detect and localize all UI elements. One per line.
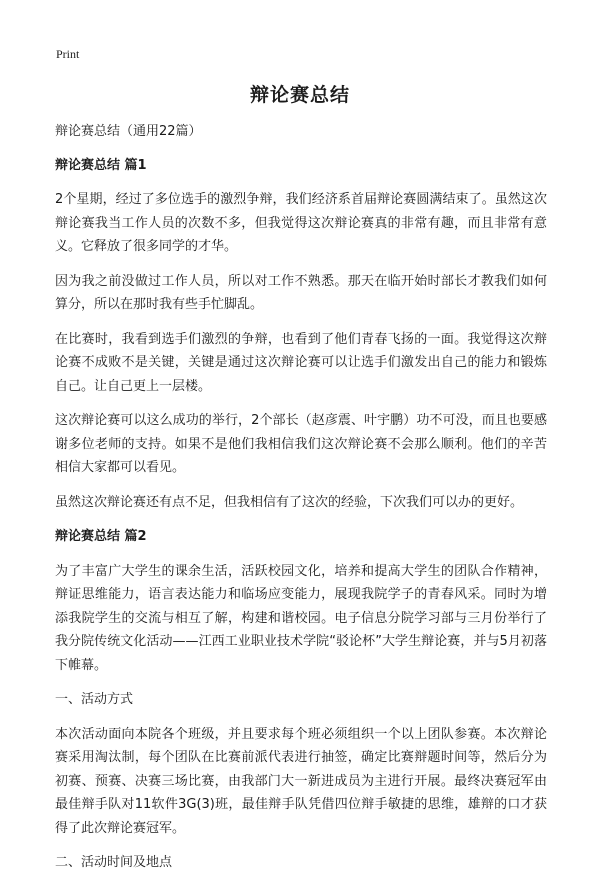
- article-1-paragraph-5: 虽然这次辩论赛还有点不足，但我相信有了这次的经验，下次我们可以办的更好。: [55, 494, 524, 510]
- article-1-paragraph-1: 2个星期，经过了多位选手的激烈争辩，我们经济系首届辩论赛圆满结束了。虽然这次辩论赛我当工作人员的次数不多，但我觉得这次辩论赛真的非常有趣，而且非常有意义。它释放了很多同学的才华。: [55, 192, 547, 254]
- article-1-paragraph-3: 在比赛时，我看到选手们激烈的争辩，也看到了他们青春飞扬的一面。我觉得这次辩论赛不成败不是关键，关键是通过这次辩论赛可以让选手们激发出自己的能力和锻炼自己。让自己更上一层楼。: [55, 331, 547, 394]
- document-subtitle: 辩论赛总结（通用22篇）: [55, 124, 202, 139]
- article-1-paragraph-2: 因为我之前没做过工作人员，所以对工作不熟悉。那天在临开始时部长才教我们如何算分，所以在那时我有些手忙脚乱。: [55, 273, 547, 312]
- section-2-heading: 二、活动时间及地点: [55, 855, 173, 870]
- article-2-heading: 辩论赛总结 篇2: [55, 529, 147, 544]
- print-link[interactable]: Print: [56, 47, 80, 61]
- section-1-heading: 一、活动方式: [55, 692, 134, 707]
- article-1-heading: 辩论赛总结 篇1: [55, 157, 147, 173]
- article-1-paragraph-4: 这次辩论赛可以这么成功的举行，2个部长（赵彦震、叶宇鹏）功不可没，而且也要感谢多位老师的支持。如果不是他们我相信我们这次辩论赛不会那么顺利。他们的辛苦相信大家都可以看见。: [55, 413, 547, 475]
- section-1-text: 本次活动面向本院各个班级，并且要求每个班必须组织一个以上团队参赛。本次辩论赛采用淘汰制，每个团队在比赛前派代表进行抽签，确定比赛辩题时间等，然后分为初赛、预赛、决赛三场比赛，由我部门大一新进成员为主进行开展。最终决赛冠军由最佳辩手队对11软件3G(3)班，最佳辩手队凭借四位辩手敏捷的思维，雄辩的口才获得了此次辩论赛冠军。: [55, 726, 547, 836]
- page-title: 辩论赛总结: [249, 84, 350, 106]
- document-body: [55, 120, 547, 886]
- article-2-intro: 为了丰富广大学生的课余生活，活跃校园文化，培养和提高大学生的团队合作精神，辩证思维能力，语言表达能力和临场应变能力，展现我院学子的青春风采。同时为增添我院学生的交流与相互了解，构建和谐校园。电子信息分院学习部与三月份举行了我分院传统文化活动——江西工业职业技术学院“驳论杯”大学生辩论赛，并与5月初落下帷幕。: [55, 563, 547, 673]
